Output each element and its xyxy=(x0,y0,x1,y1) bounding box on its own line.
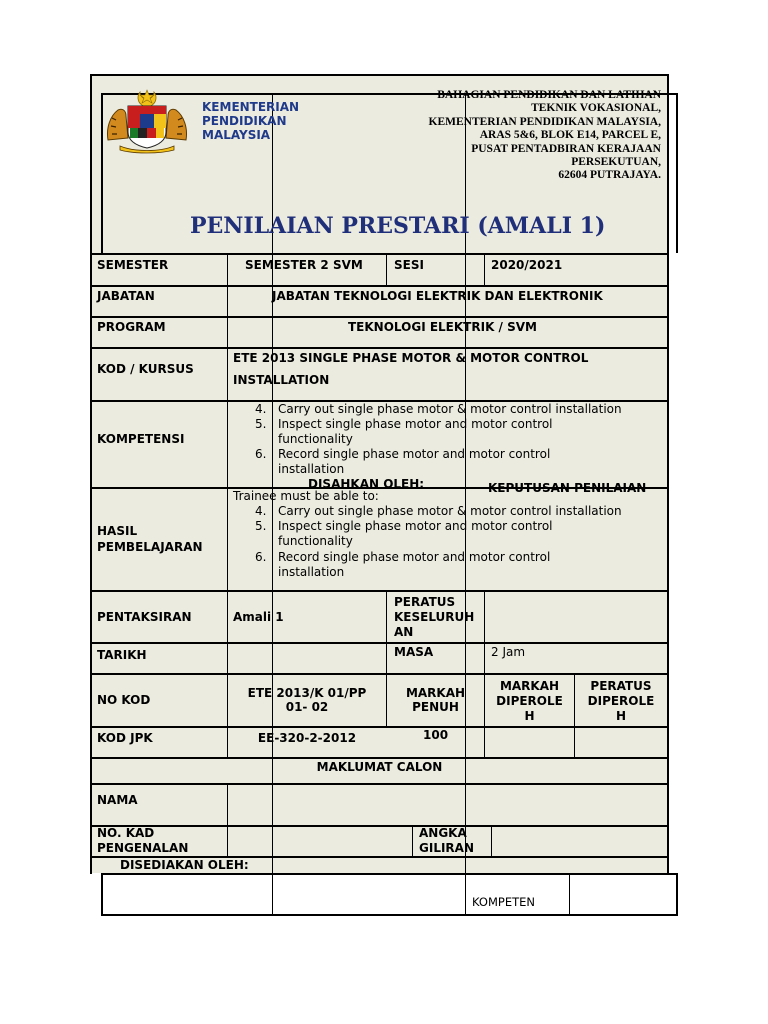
markah-diperoleh-line-3: H xyxy=(524,709,535,723)
ministry-line-3: MALAYSIA xyxy=(202,128,271,142)
disahkan-oleh-label: DISAHKAN OLEH: xyxy=(308,477,425,491)
peratus-diperoleh-line-3: H xyxy=(615,709,627,723)
list-item-text: functionality xyxy=(278,534,353,548)
angka-divider-right xyxy=(491,825,492,857)
row-line-7 xyxy=(90,590,668,592)
jabatan-value: JABATAN TEKNOLOGI ELEKTRIK DAN ELEKTRONIK xyxy=(272,289,603,303)
bottom-box-left xyxy=(101,873,103,916)
angka-giliran-line-1: ANGKA xyxy=(419,826,467,840)
list-item-num: 5. xyxy=(255,417,267,431)
row-line-2 xyxy=(90,285,668,287)
list-item-text: Carry out single phase motor & motor control installation xyxy=(278,402,622,416)
jabatan-label: JABATAN xyxy=(97,289,155,303)
list-item-num: 4. xyxy=(255,504,267,518)
markah-diperoleh-line-2: DIPEROLE xyxy=(496,694,563,708)
list-item-num: 6. xyxy=(255,550,267,564)
angka-divider-left xyxy=(412,825,413,857)
peratus-keseluruhan-line-2: KESELURUH xyxy=(394,610,475,624)
row-line-11 xyxy=(90,757,668,759)
row-line-8 xyxy=(90,642,668,644)
outer-right xyxy=(667,74,669,874)
peratus-keseluruhan-line-1: PERATUS xyxy=(394,595,456,609)
list-item-text: installation xyxy=(278,565,345,579)
label-col-divider xyxy=(227,253,228,758)
no-kad-label-line-1: NO. KAD xyxy=(97,826,155,840)
sesi-divider-right xyxy=(484,253,485,286)
page-title: PENILAIAN PRESTARI (AMALI 1) xyxy=(190,213,606,239)
kompetensi-label: KOMPETENSI xyxy=(97,432,185,446)
address-line: ARAS 5&6, BLOK E14, PARCEL E, xyxy=(479,129,661,142)
kompeten-label: KOMPETEN xyxy=(472,895,535,909)
list-item-num: 5. xyxy=(255,519,267,533)
label-col-divider-2 xyxy=(227,783,228,857)
pentaksiran-value: Amali 1 xyxy=(233,610,284,624)
jpk-divider-a xyxy=(484,726,485,758)
row-line-12 xyxy=(90,783,668,785)
semester-value: SEMESTER 2 SVM xyxy=(245,258,363,272)
peratus-diperoleh-line-2: DIPEROLE xyxy=(587,694,655,708)
outer-top xyxy=(90,74,668,76)
semester-label: SEMESTER xyxy=(97,258,169,272)
bottom-box-vline xyxy=(569,873,570,916)
markah-diperoleh-line-1: MARKAH xyxy=(499,679,560,693)
ministry-line-2: PENDIDIKAN xyxy=(202,114,287,128)
kod-jpk-value: EE-320-2-2012 xyxy=(257,731,357,745)
list-item-text: Record single phase motor and motor control xyxy=(278,447,551,461)
kod-jpk-label: KOD JPK xyxy=(97,731,153,745)
no-kod-value-line-2: 01- 02 xyxy=(285,700,329,714)
overlay-right xyxy=(676,93,678,253)
ministry-address xyxy=(361,89,661,183)
no-kod-label: NO KOD xyxy=(97,693,151,707)
kod-kursus-label: KOD / KURSUS xyxy=(97,362,194,376)
row-line-13 xyxy=(90,825,668,827)
masa-value: 2 Jam xyxy=(491,645,526,659)
address-line: 62604 PUTRAJAYA. xyxy=(558,169,661,182)
list-item-text: installation xyxy=(278,462,345,476)
address-line: BAHAGIAN PENDIDIKAN DAN LATIHAN xyxy=(437,89,661,101)
masa-label: MASA xyxy=(394,645,434,659)
pentaksiran-label: PENTAKSIRAN xyxy=(97,610,192,624)
hasil-label-line-2: PEMBELAJARAN xyxy=(97,540,203,554)
disediakan-oleh-label: DISEDIAKAN OLEH: xyxy=(120,858,249,872)
angka-giliran-line-2: GILIRAN xyxy=(419,841,474,855)
markah-penuh-line-2: PENUH xyxy=(412,700,459,714)
program-value: TEKNOLOGI ELEKTRIK / SVM xyxy=(348,320,537,334)
row-line-10 xyxy=(90,726,668,728)
bottom-box-bottom xyxy=(101,914,678,916)
address-line: TEKNIK VOKASIONAL, xyxy=(531,102,661,115)
markah-penuh-line-1: MARKAH xyxy=(405,686,466,700)
no-kod-value-line-1: ETE 2013/K 01/PP xyxy=(247,686,367,700)
markah-penuh-value: 100 xyxy=(423,728,449,742)
bottom-box-top xyxy=(101,873,678,875)
row-line-1 xyxy=(90,253,668,255)
sesi-value: 2020/2021 xyxy=(491,258,563,272)
address-line: KEMENTERIAN PENDIDIKAN MALAYSIA, xyxy=(428,115,661,128)
list-item-text: functionality xyxy=(278,432,353,446)
program-label: PROGRAM xyxy=(97,320,166,334)
outer-left xyxy=(90,74,92,874)
kod-kursus-line-2: INSTALLATION xyxy=(233,373,330,387)
hasil-intro: Trainee must be able to: xyxy=(233,489,379,503)
overlay-background xyxy=(101,873,677,915)
kod-kursus-line-1: ETE 2013 SINGLE PHASE MOTOR & MOTOR CONTROL xyxy=(233,351,589,365)
row-line-3 xyxy=(90,316,668,318)
sesi-divider-left xyxy=(386,253,387,286)
sesi-label: SESI xyxy=(394,258,424,272)
row-line-9 xyxy=(90,673,668,675)
list-item-num: 6. xyxy=(255,447,267,461)
no-kad-label-line-2: PENGENALAN xyxy=(97,841,189,855)
bottom-box-right xyxy=(676,873,678,916)
peratus-keseluruhan-line-3: AN xyxy=(394,625,414,639)
address-line: PUSAT PENTADBIRAN KERAJAAN xyxy=(471,142,661,155)
form-background xyxy=(91,75,668,873)
malaysia-coat-of-arms-logo xyxy=(104,88,190,154)
keputusan-penilaian-label: KEPUTUSAN PENILAIAN xyxy=(488,481,647,495)
list-item-text: Carry out single phase motor & motor control installation xyxy=(278,504,622,518)
hasil-label-line-1: HASIL xyxy=(97,524,138,538)
row-line-4 xyxy=(90,347,668,349)
ministry-line-1: KEMENTERIAN xyxy=(202,100,300,114)
nama-label: NAMA xyxy=(97,793,138,807)
tarikh-label: TARIKH xyxy=(97,648,147,662)
overlay-left xyxy=(101,93,103,253)
address-line: PERSEKUTUAN, xyxy=(571,156,661,169)
peratus-diperoleh-line-1: PERATUS xyxy=(590,679,652,693)
list-item-text: Record single phase motor and motor control xyxy=(278,550,551,564)
list-item-text: Inspect single phase motor and motor control xyxy=(278,519,553,533)
list-item-text: Inspect single phase motor and motor control xyxy=(278,417,553,431)
list-item-num: 4. xyxy=(255,402,267,416)
overlay-vline-2 xyxy=(465,93,466,783)
maklumat-calon-heading: MAKLUMAT CALON xyxy=(316,760,443,774)
